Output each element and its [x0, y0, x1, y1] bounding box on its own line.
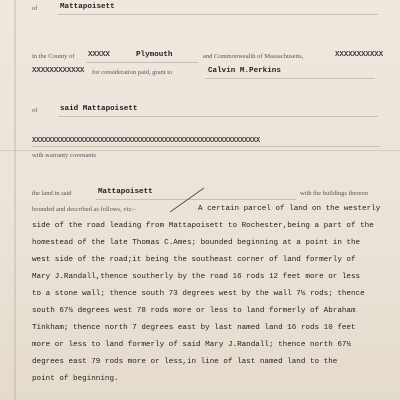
residence-line [58, 116, 378, 117]
description-line: point of beginning. [32, 375, 119, 383]
land-label: the land in said [32, 190, 72, 197]
description-line: side of the road leading from Mattapoisett to Rochester,being a part of the [32, 222, 374, 230]
county-prefix: in the County of [32, 53, 75, 60]
commonwealth-label: and Commonwealth of Massachusetts, [203, 53, 304, 60]
description-line: A certain parcel of land on the westerly [198, 205, 381, 213]
of-label: of [32, 5, 38, 12]
struck-right: XXXXXXXXXXX [335, 51, 383, 59]
description-line: south 67½ degrees west 78 rods more or less to land formerly of Abraham [32, 307, 356, 315]
town-name: Mattapoisett [60, 3, 115, 11]
town-line [58, 14, 378, 15]
struck-rule [32, 146, 380, 147]
grantee-line [205, 78, 375, 79]
description-line: to a stone wall; thence south 73 degrees west by the wall 7½ rods; thence [32, 290, 365, 298]
consideration-label: for consideration paid, grant to [92, 69, 173, 76]
grantee-of-label: of [32, 107, 38, 114]
description-line: Tinkham; thence north 7 degrees east by last named land 16 rods 10 feet [32, 324, 356, 332]
paper-fold-crease [0, 150, 400, 151]
buildings-label: with the buildings thereon [300, 190, 369, 197]
description-line: Mary J.Randall,thence southerly by the road 16 rods 12 feet more or less [32, 273, 361, 281]
county-line [86, 62, 198, 63]
description-line: homestead of the late Thomas C.Ames; bounded beginning at a point in the [32, 239, 361, 247]
struck-left: XXXXXXXXXXXX [32, 67, 85, 75]
county-name: Plymouth [136, 51, 173, 59]
covenants-label: with warranty covenants [32, 152, 96, 159]
grantee-name: Calvin M.Perkins [208, 67, 281, 75]
description-line: degrees east 79 rods more or less,in line of last named land to the [32, 358, 338, 366]
grantee-residence: said Mattapoisett [60, 105, 138, 113]
struck-line: XXXXXXXXXXXXXXXXXXXXXXXXXXXXXXXXXXXXXXXXXXXXXXXXXXXXXXXXX [32, 137, 261, 145]
paper-edge-shadow [14, 0, 16, 400]
land-town: Mattapoisett [98, 188, 153, 196]
county-struck: XXXXX [88, 51, 110, 59]
bounded-label: bounded and described as follows, viz:- [32, 206, 136, 213]
description-line: west side of the road;it being the southeast corner of land formerly of [32, 256, 356, 264]
description-line: more or less to land formerly of said Mary J.Randall; thence north 67½ [32, 341, 351, 349]
